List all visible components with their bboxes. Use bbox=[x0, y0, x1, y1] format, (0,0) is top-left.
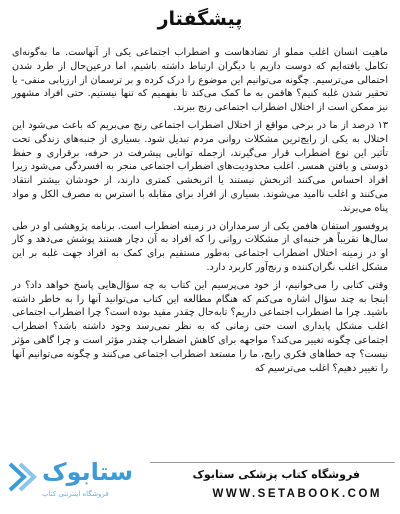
paragraph-3: پروفسور استفان هافمن یکی از سرمداران در زمینه اضطراب است. برنامه پژوهشی او در طی سال‌ها تقریباً هر جنبه‌ای از مشکلات روانی را که افراد به آن دچار هستند پوشش می‌دهد و کار او در زمینه اختلال اضطراب اجتماعی به‌طور مستقیم برای کمک به افراد جهت غلبه بر این مشکل اغلب نگران‌کننده و رنج‌آور کاربرد دارد. bbox=[12, 220, 388, 273]
logo-wordmark: ستابوک bbox=[42, 458, 134, 486]
brand-logo bbox=[6, 458, 134, 508]
body-text bbox=[12, 46, 388, 375]
paragraph-2: ۱۳ درصد از ما در برخی مواقع از اختلال اضطراب اجتماعی رنج می‌بریم که باعث می‌شود این اختلال به یکی از رایج‌ترین مشکلات روانی مردم تبدیل شود. بسیاری از جنبه‌های زندگی تحت تأثیر این نوع اضطراب قرار می‌گیرند، ازجمله توانایی پیشرفت در حرفه، برقراری و حفظ دوستی و یافتن همسر. اغلب محدودیت‌های اضطراب اجتماعی منجر به افسردگی می‌شود زیرا افراد احساس می‌کنند اثربخش نیستند یا اثربخشی کمتری دارند، از خودشان بیشتر انتقاد می‌کنند و اغلب ناامید می‌شوند. بسیاری از افراد برای مقابله با استرس به مصرف الکل و مواد پناه می‌برند. bbox=[12, 119, 388, 214]
footer-divider bbox=[150, 462, 395, 463]
page-title: پیشگفتار bbox=[157, 8, 243, 30]
logo-subtitle: فروشگاه اینترنتی کتاب bbox=[42, 490, 109, 498]
paragraph-4: وقتی کتابی را می‌خوانیم، از خود می‌پرسیم این کتاب به چه سؤال‌هایی پاسخ خواهد داد؟ در اینجا به چند سؤال اشاره می‌کنم که هنگام مطالعه این کتاب می‌توانید آنها را به خاطر داشته باشید. چرا ما اضطراب اجتماعی داریم؟ تابه‌حال چقدر مفید بوده است؟ چرا اضطراب اجتماعی اغلب مشکل پایداری است حتی زمانی که به نظر نمی‌رسد وجود داشته باشد؟ اضطراب اجتماعی چگونه تغییر می‌کند؟ مواجهه برای کاهش اضطراب چقدر مؤثر است و چرا گاهی مؤثر نیست؟ چه خطاهای فکری رایج، ما را مستعد اضطراب اجتماعی می‌کنند و چگونه می‌توانیم آنها را تغییر دهیم؟ اغلب می‌ترسیم که bbox=[12, 279, 388, 374]
paragraph-1: ماهیت انسان اغلب مملو از تضادهاست و اضطراب اجتماعی یکی از آنهاست. ما به‌گونه‌ای تکامل یافته‌ایم که دوست داریم با دیگران ارتباط داشته باشیم، اما درعین‌حال از طرد شدن احتمالی می‌ترسیم. چگونه می‌توانیم این موضوع را درک کرده و بر ترسمان از ارزیابی منفی- یا تحقیر شدن غلبه کنیم؟ هاقمن به ما کمک می‌کند تا بفهمیم که تنها نیستیم. حتی افراد مشهور نیز ممکن است از اختلال اضطراب اجتماعی رنج ببرند. bbox=[12, 47, 388, 114]
publisher-name: فروشگاه کتاب پزشکی ستابوک bbox=[192, 468, 360, 481]
page-footer bbox=[0, 450, 400, 514]
website-link[interactable]: WWW.SETABOOK.COM bbox=[212, 488, 382, 500]
logo-chevron-icon bbox=[6, 460, 40, 494]
